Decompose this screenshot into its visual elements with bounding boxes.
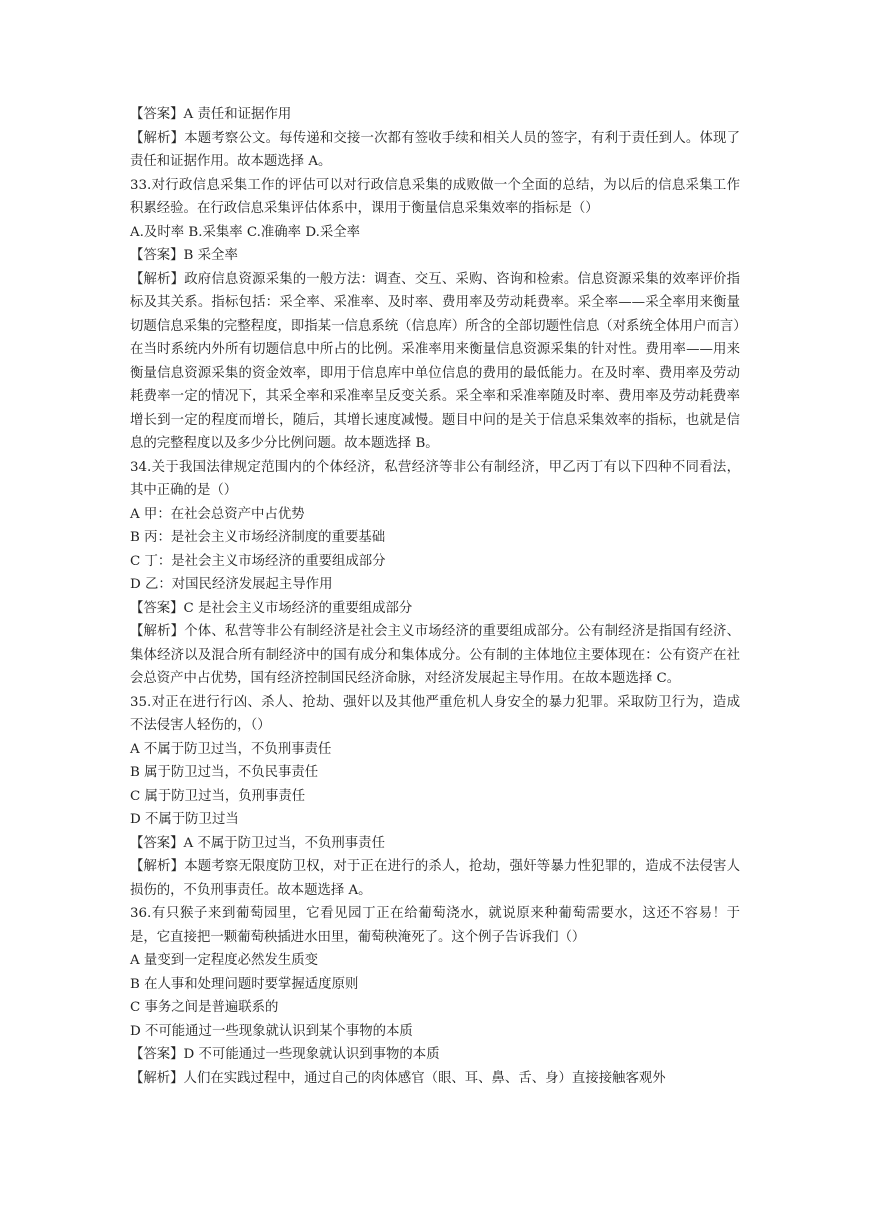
answer-34: 【答案】C 是社会主义市场经济的重要组成部分 [130, 600, 413, 616]
analysis-36: 【解析】人们在实践过程中，通过自己的肉体感官（眼、耳、鼻、舌、身）直接接触客观外 [130, 1070, 666, 1086]
analysis-34: 【解析】个体、私营等非公有制经济是社会主义市场经济的重要组成部分。公有制经济是指国有经济、集体经济以及混合所有制经济中的国有成分和集体成分。公有制的主体地位主要体现在：公有资产在社会总资产中占优势，国有经济控制国民经济命脉，对经济发展起主导作用。在故本题选择 C。 [130, 624, 740, 686]
answer-32: 【答案】A 责任和证据作用 [130, 107, 292, 122]
option-36-c: C 事务之间是普遍联系的 [130, 1000, 279, 1015]
option-36-d: D 不可能通过一些现象就认识到某个事物的本质 [130, 1023, 413, 1039]
option-36-a: A 量变到一定程度必然发生质变 [130, 953, 319, 968]
question-33: 33.对行政信息采集工作的评估可以对行政信息采集的成败做一个全面的总结，为以后的信息采集工作积累经验。在行政信息采集评估体系中，课用于衡量信息采集效率的指标是（） [130, 177, 740, 216]
option-35-c: C 属于防卫过当，负刑事责任 [130, 788, 306, 804]
option-36-b: B 在人事和处理问题时要掌握适度原则 [130, 976, 359, 992]
question-34: 34.关于我国法律规定范围内的个体经济，私营经济等非公有制经济，甲乙丙丁有以下四种不同看法，其中正确的是（） [130, 459, 740, 498]
option-34-a: A 甲：在社会总资产中占优势 [130, 506, 305, 522]
option-34-c: C 丁：是社会主义市场经济的重要组成部分 [130, 553, 386, 569]
analysis-32: 【解析】本题考察公文。每传递和交接一次都有签收手续和相关人员的签字，有利于责任到人。体现了责任和证据作用。故本题选择 A。 [130, 130, 740, 169]
option-34-d: D 乙：对国民经济发展起主导作用 [130, 577, 333, 592]
answer-36: 【答案】D 不可能通过一些现象就认识到事物的本质 [130, 1047, 440, 1062]
document-page [130, 103, 740, 1090]
answer-33: 【答案】B 采全率 [130, 248, 238, 263]
question-35: 35.对正在进行行凶、杀人、抢劫、强奸以及其他严重危机人身安全的暴力犯罪。采取防卫行为，造成不法侵害人轻伤的，（） [130, 694, 740, 733]
option-35-b: B 属于防卫过当，不负民事责任 [130, 765, 319, 780]
analysis-35: 【解析】本题考察无限度防卫权，对于正在进行的杀人，抢劫，强奸等暴力性犯罪的，造成不法侵害人损伤的，不负刑事责任。故本题选择 A。 [130, 859, 740, 898]
analysis-33: 【解析】政府信息资源采集的一般方法：调查、交互、采购、咨询和检索。信息资源采集的效率评价指标及其关系。指标包括：采全率、采准率、及时率、费用率及劳动耗费率。采全率——采全率用来衡量切题信息采集的完整程度，即指某一信息系统（信息库）所含的全部切题性信息（对系统全体用户而言）在当时系统内外所有切题信息中所占的比例。采准率用来衡量信息资源采集的针对性。费用率——用来衡量信息资源采集的资金效率，即用于信息库中单位信息的费用的最低能力。在及时率、费用率及劳动耗费率一定的情况下，其采全率和采准率呈反变关系。采全率和采准率随及时率、费用率及劳动耗费率增长到一定的程度而增长，随后，其增长速度减慢。题目中问的是关于信息采集效率的指标，也就是信息的完整程度以及多少分比例问题。故本题选择 B。 [130, 271, 740, 451]
option-34-b: B 丙：是社会主义市场经济制度的重要基础 [130, 530, 386, 545]
option-35-a: A 不属于防卫过当，不负刑事责任 [130, 741, 332, 757]
options-33: A.及时率 B.采集率 C.准确率 D.采全率 [130, 224, 361, 240]
question-36: 36.有只猴子来到葡萄园里，它看见园丁正在给葡萄浇水，就说原来种葡萄需要水，这还不容易！于是，它直接把一颗葡萄秧插进水田里，葡萄秧淹死了。这个例子告诉我们（） [130, 906, 740, 945]
option-35-d: D 不属于防卫过当 [130, 812, 239, 827]
answer-35: 【答案】A 不属于防卫过当，不负刑事责任 [130, 835, 385, 851]
